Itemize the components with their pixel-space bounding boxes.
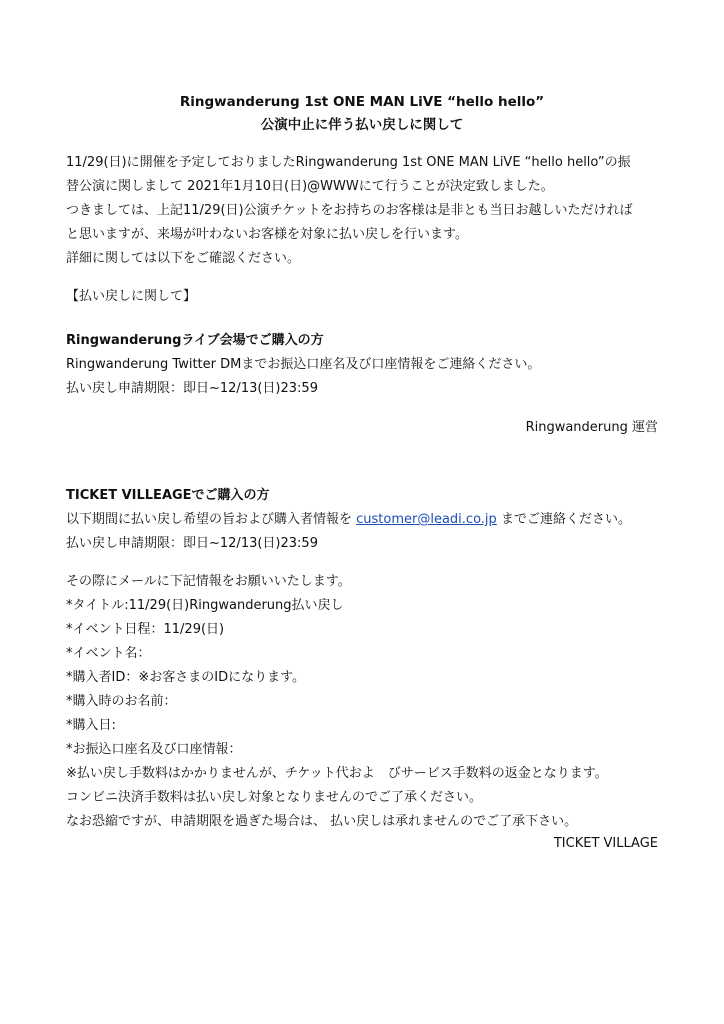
request-line: *タイトル:11/29(日)Ringwanderung払い戻し	[66, 598, 344, 613]
venue-signature: Ringwanderung 運営	[525, 420, 658, 435]
venue-section	[66, 329, 666, 401]
ticket-contact-after: までご連絡ください。	[496, 512, 631, 527]
request-line: なお恐縮ですが、申請期限を過ぎた場合は、 払い戻しは承れませんのでご了承下さい。	[66, 814, 578, 829]
intro-line: と思いますが、来場が叶わないお客様を対象に払い戻しを行います。	[66, 227, 468, 242]
email-link[interactable]: customer@leadi.co.jp	[356, 512, 497, 527]
refund-header	[66, 285, 666, 309]
request-line: *イベント名：	[66, 646, 151, 661]
notice-title: Ringwanderung 1st ONE MAN LiVE “hello hello”	[179, 94, 545, 110]
ticket-heading: TICKET VILLEAGEでご購入の方	[66, 488, 270, 503]
notice-subtitle: 公演中止に伴う払い戻しに関して	[260, 117, 464, 133]
intro-line: 詳細に関しては以下をご確認ください。	[66, 251, 301, 266]
request-line: *購入者ID：※お客さまのIDになります。	[66, 670, 306, 685]
request-line: コンビニ決済手数料は払い戻し対象となりませんのでご了承ください。	[66, 790, 483, 805]
ticket-deadline: 払い戻し申請期限：即日~12/13(日)23:59	[66, 536, 318, 551]
intro-paragraph	[66, 151, 666, 271]
request-line: *購入時のお名前：	[66, 694, 177, 709]
venue-deadline: 払い戻し申請期限：即日~12/13(日)23:59	[66, 381, 318, 396]
refund-header-text: 【払い戻しに関して】	[66, 289, 197, 304]
ticket-contact-before: 以下期間に払い戻し希望の旨および購入者情報を	[66, 512, 357, 527]
intro-line: 替公演に関しまして 2021年1月10日(日)@WWWにて行うことが決定致しました。	[66, 179, 554, 194]
intro-line: 11/29(日)に開催を予定しておりましたRingwanderung 1st ONE MAN LiVE “hello hello”の振	[66, 155, 631, 170]
request-info-list	[66, 570, 666, 834]
intro-line: つきましては、上記11/29(日)公演チケットをお持ちのお客様は是非とも当日お越しいただければ	[66, 203, 633, 218]
venue-heading: Ringwanderungライブ会場でご購入の方	[66, 333, 324, 348]
ticket-signature: TICKET VILLAGE	[553, 836, 658, 851]
ticket-contact-line	[66, 508, 666, 532]
request-line: *イベント日程：11/29(日)	[66, 622, 225, 637]
request-line: その際にメールに下記情報をお願いいたします。	[66, 574, 351, 589]
request-line: ※払い戻し手数料はかかりませんが、チケット代およ びサービス手数料の返金となります。	[66, 766, 608, 781]
ticket-section	[66, 484, 666, 556]
request-line: *お振込口座名及び口座情報：	[66, 742, 242, 757]
venue-line: Ringwanderung Twitter DMまでお振込口座名及び口座情報をご連絡ください。	[66, 357, 541, 372]
request-line: *購入日:	[66, 718, 116, 733]
